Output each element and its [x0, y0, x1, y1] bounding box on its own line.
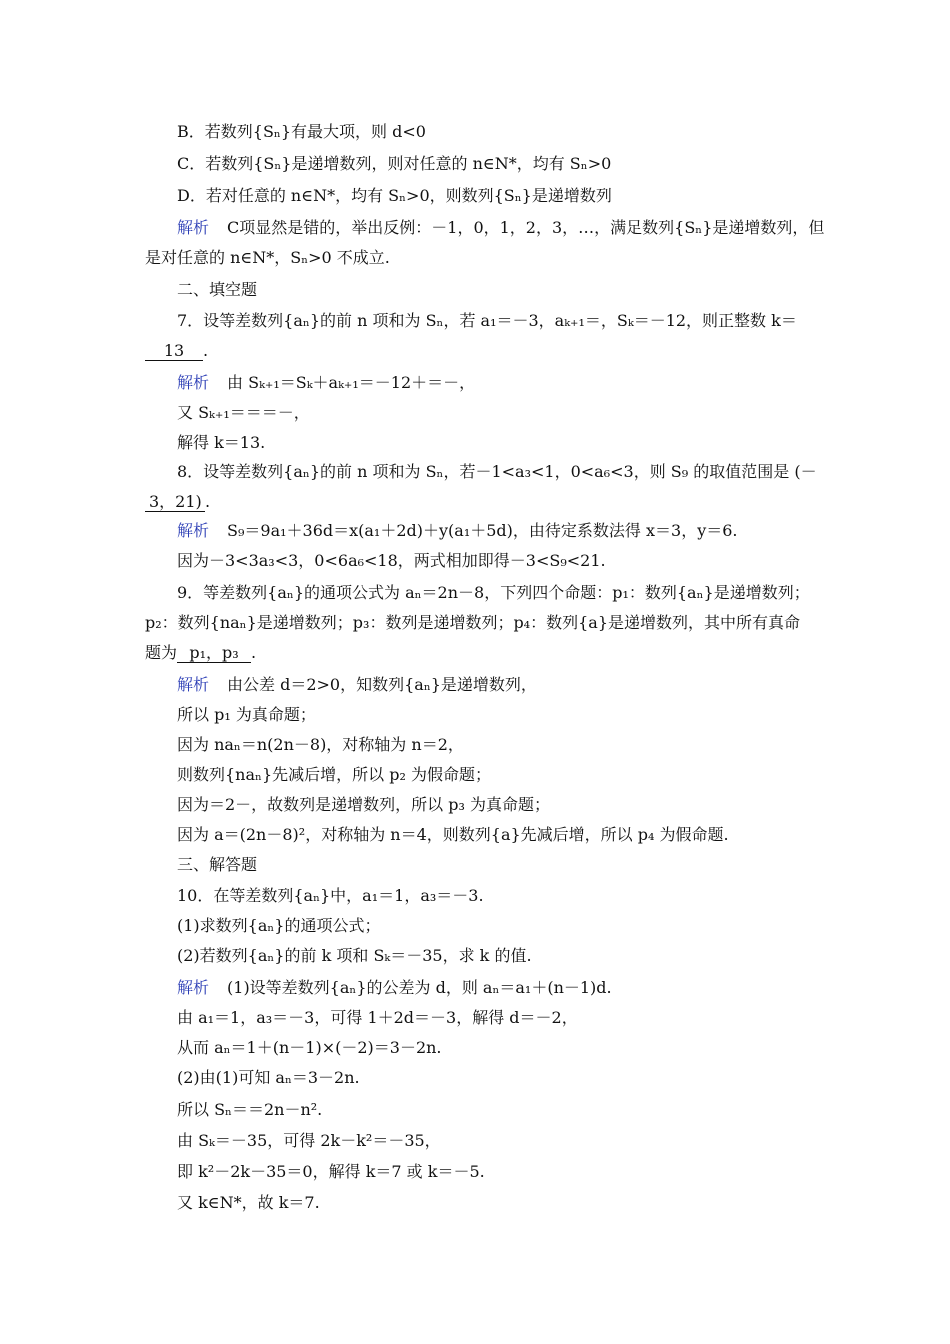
analysis-7-line2: 又 Sₖ₊₁＝＝＝－，	[177, 403, 310, 422]
analysis-9-line3: 因为 naₙ＝n(2n－8)，对称轴为 n＝2，	[177, 735, 464, 754]
question-10-part1: (1)求数列{aₙ}的通项公式；	[177, 916, 381, 935]
analysis-10-line2: 由 a₁＝1，a₃＝－3，可得 1＋2d＝－3，解得 d＝－2，	[177, 1008, 578, 1027]
analysis-7-line3: 解得 k＝13.	[177, 433, 266, 452]
analysis-9-line2: 所以 p₁ 为真命题；	[177, 705, 316, 724]
analysis-8-line2: 因为－3<3a₃<3，0<6a₆<18，两式相加即得－3<S₉<21.	[177, 551, 606, 570]
question-8-answer: 3，21) .	[145, 492, 210, 512]
analysis-label: 解析	[177, 978, 210, 997]
answer-blank: 3，21)	[145, 493, 205, 512]
analysis-8: 解析 S₉＝9a₁＋36d＝x(a₁＋2d)＋y(a₁＋5d)，由待定系数法得 x＝3，y＝6.	[177, 521, 738, 540]
analysis-9-line4: 则数列{naₙ}先减后增，所以 p₂ 为假命题；	[177, 765, 491, 784]
analysis-label: 解析	[177, 373, 210, 392]
option-d: D．若对任意的 n∈N*，均有 Sₙ>0，则数列{Sₙ}是递增数列	[177, 186, 612, 205]
analysis-6-cont: 是对任意的 n∈N*，Sₙ>0 不成立.	[145, 248, 390, 267]
analysis-10-line7: 即 k²－2k－35＝0，解得 k＝7 或 k＝－5.	[177, 1162, 485, 1181]
analysis-10-line5: 所以 Sₙ＝＝2n－n².	[177, 1100, 323, 1119]
analysis-10-line3: 从而 aₙ＝1＋(n－1)×(－2)＝3－2n.	[177, 1038, 442, 1057]
analysis-9-line6: 因为 a＝(2n－8)²，对称轴为 n＝4，则数列{a}先减后增，所以 p₄ 为假命题.	[177, 825, 729, 844]
analysis-10-line8: 又 k∈N*，故 k＝7.	[177, 1193, 320, 1212]
analysis-6: 解析 C项显然是错的，举出反例：－1，0，1，2，3，…，满足数列{Sₙ}是递增数列，但	[177, 218, 825, 237]
option-b: B．若数列{Sₙ}有最大项，则 d<0	[177, 122, 426, 141]
analysis-9: 解析 由公差 d＝2>0，知数列{aₙ}是递增数列，	[177, 675, 537, 694]
question-9: 9．等差数列{aₙ}的通项公式为 aₙ＝2n－8，下列四个命题：p₁：数列{aₙ}是递增数列；	[177, 583, 810, 602]
analysis-label: 解析	[177, 218, 210, 237]
question-8: 8．设等差数列{aₙ}的前 n 项和为 Sₙ，若－1<a₃<1，0<a₆<3，则 S₉ 的取值范围是 (－	[177, 462, 817, 481]
answer-blank: p₁，p₃	[177, 644, 251, 663]
analysis-label: 解析	[177, 675, 210, 694]
section-heading-solve: 三、解答题	[177, 855, 258, 874]
answer-blank: 13	[145, 342, 203, 361]
question-9-answer: 题为 p₁，p₃ .	[145, 643, 257, 662]
question-10: 10．在等差数列{aₙ}中，a₁＝1，a₃＝－3.	[177, 886, 484, 905]
question-10-part2: (2)若数列{aₙ}的前 k 项和 Sₖ＝－35，求 k 的值.	[177, 946, 532, 965]
question-7-answer: 13 .	[145, 341, 208, 361]
analysis-10-line4: (2)由(1)可知 aₙ＝3－2n.	[177, 1068, 360, 1087]
section-heading-fill-in: 二、填空题	[177, 280, 258, 299]
analysis-7: 解析 由 Sₖ₊₁＝Sₖ＋aₖ₊₁＝－12＋＝－，	[177, 373, 476, 392]
analysis-10: 解析 (1)设等差数列{aₙ}的公差为 d，则 aₙ＝a₁＋(n－1)d.	[177, 978, 612, 997]
question-7: 7．设等差数列{aₙ}的前 n 项和为 Sₙ，若 a₁＝－3，aₖ₊₁＝，Sₖ＝－12，则正整数 k＝	[177, 311, 797, 330]
analysis-9-line5: 因为＝2－，故数列是递增数列，所以 p₃ 为真命题；	[177, 795, 551, 814]
option-c: C．若数列{Sₙ}是递增数列，则对任意的 n∈N*，均有 Sₙ>0	[177, 154, 612, 173]
question-9-line2: p₂：数列{naₙ}是递增数列；p₃：数列是递增数列；p₄：数列{a}是递增数列，其中所有真命	[145, 613, 800, 632]
analysis-label: 解析	[177, 521, 210, 540]
analysis-10-line6: 由 Sₖ＝－35，可得 2k－k²＝－35，	[177, 1131, 441, 1150]
